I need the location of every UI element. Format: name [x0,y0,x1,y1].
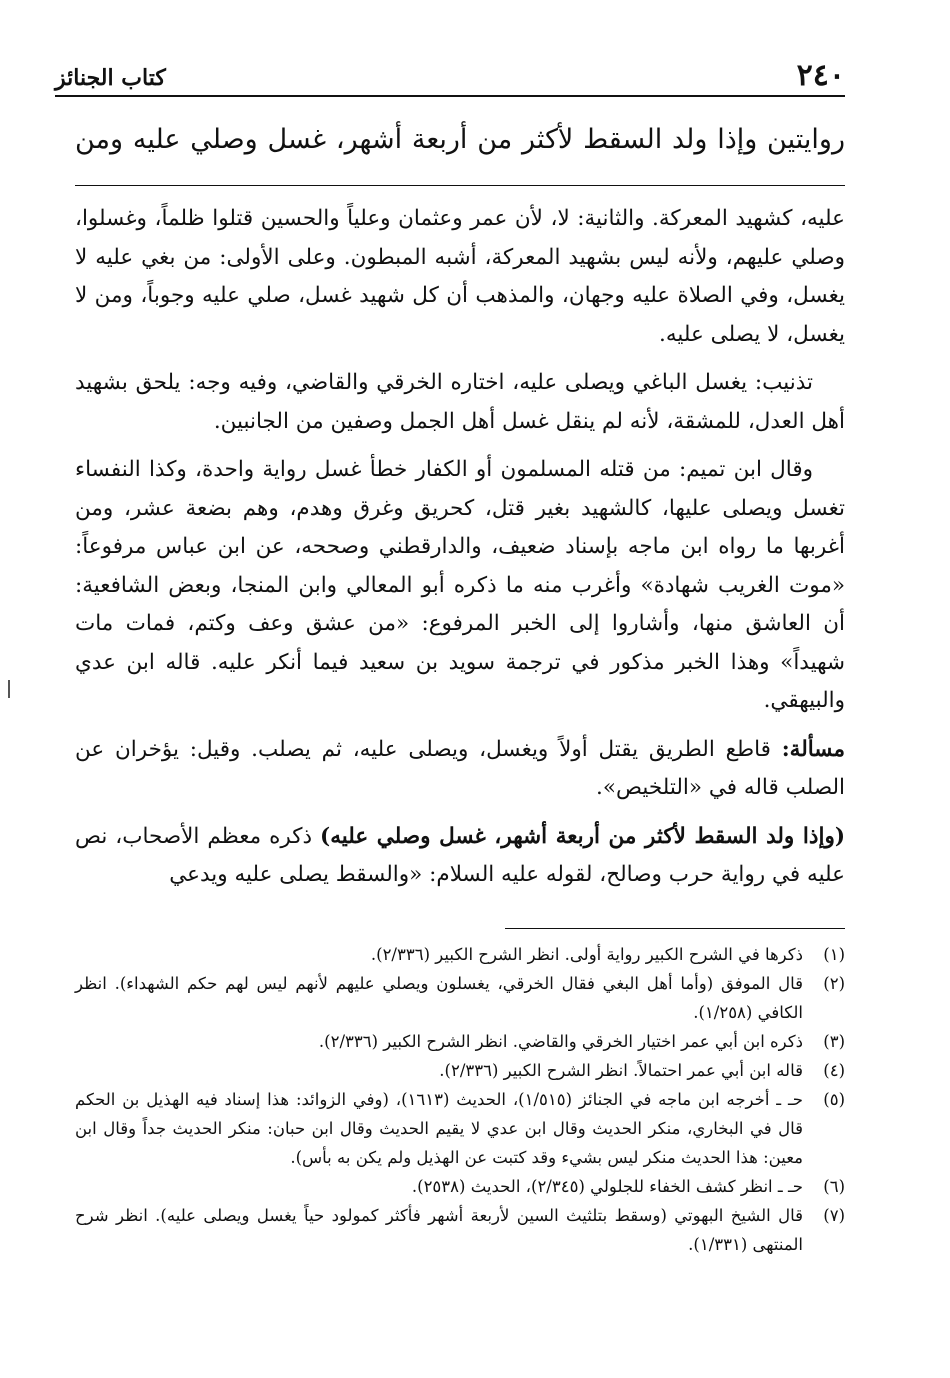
commentary-paragraph [75,200,845,354]
footnote-text: ذكره ابن أبي عمر اختيار الخرقي والقاضي. انظر الشرح الكبير (٢/٣٣٦). [318,1032,803,1051]
footnote-number: (٧) [823,1206,845,1225]
footnote-item [75,1201,845,1259]
page-number: ٢٤٠ [796,58,845,93]
matn-divider [75,185,845,186]
footnote-number: (٣) [823,1032,845,1051]
paragraph-text: وقال ابن تميم: من قتله المسلمون أو الكفار خطأ غسل رواية واحدة، وكذا النفساء تغسل ويصلى عليها، كالشهيد بغير قتل، كحريق وغرق وهدم، وهم بضعة عشر، ومن أغربها ما رواه ابن ماجه بإسناد ضعيف، والدارقطني وصححه، عن ابن عباس مرفوعاً: «موت الغريب شهادة» وأغرب منه ما ذكره أبو المعالي وابن المنجا، وبعض الشافعية: أن العاشق منها، وأشاروا إلى الخبر المرفوع: «من عشق وعف وكتم، فمات مات شهيداً» وهذا الخبر مذكور في ترجمة سويد بن سعيد فيما أنكر عليه. قاله ابن عدي والبيهقي. [75,457,845,713]
margin-mark [8,680,10,698]
footnote-item [75,1172,845,1201]
matn-text: روايتين وإذا ولد السقط لأكثر من أربعة أشهر، غسل وصلي عليه ومن [75,124,845,155]
footnote-text: ذكرها في الشرح الكبير رواية أولى. انظر الشرح الكبير (٢/٣٣٦). [370,945,803,964]
footnote-number: (٦) [823,1177,845,1196]
paragraph-text: عليه، كشهيد المعركة. والثانية: لا، لأن عمر وعثمان وعلياً والحسين قتلوا ظلماً، وغسلوا، وصلي عليهم، ولأنه ليس بشهيد المعركة، أشبه المبطون. وعلى الأولى: من بغي عليه لا يغسل، وفي الصلاة عليه وجهان، والمذهب أن كل شهيد غسل، صلي عليه وجوباً، ومن لا يغسل، لا يصلى عليه. [75,206,845,347]
paragraph-text: قاطع الطريق يقتل أولاً ويغسل، ويصلى عليه، ثم يصلب. وقيل: يؤخران عن الصلب قاله في «التلخيص». [75,736,845,800]
commentary-paragraph [75,451,845,721]
footnote-item [75,1085,845,1172]
footnotes-section [75,940,845,1259]
footnote-text: قال الموفق (وأما أهل البغي فقال الخرقي، يغسلون ويصلي عليهم لأنهم ليس لهم حكم الشهداء). انظر الكافي (١/٢٥٨). [75,974,803,1022]
footnote-number: (٢) [823,974,845,993]
footnote-text: قاله ابن أبي عمر احتمالاً. انظر الشرح الكبير (٢/٣٣٦). [439,1061,803,1080]
paragraph-text: تذنيب: يغسل الباغي ويصلى عليه، اختاره الخرقي والقاضي، وفيه وجه: يلحق بشهيد أهل العدل، للمشقة، لأنه لم ينقل غسل أهل الجمل وصفين من الجانبين. [75,370,845,434]
page-header [55,55,845,97]
issue-label: مسألة: [781,736,845,762]
footnote-text: قال الشيخ البهوتي (وسقط بتلثيث السين لأربعة أشهر فأكثر كمولود حياً يغسل ويصلى عليه). انظر شرح المنتهى (١/٣٣١). [75,1206,803,1254]
footnote-number: (٥) [823,1090,845,1109]
footnote-item [75,1056,845,1085]
commentary-body [75,200,845,905]
footnote-item [75,1027,845,1056]
running-title: كتاب الجنائز [55,65,166,91]
paragraph-text: ذكره معظم الأصحاب، نص عليه في رواية حرب وصالح، لقوله عليه السلام: «والسقط يصلى عليه ويدعي [75,823,845,887]
commentary-paragraph [75,731,845,808]
footnote-item [75,940,845,969]
quoted-matn: (وإذا ولد السقط لأكثر من أربعة أشهر، غسل وصلي عليه) [320,823,845,849]
footnote-item [75,969,845,1027]
footnote-text: حـ ـ أخرجه ابن ماجه في الجنائز (١/٥١٥)، الحديث (١٦١٣)، (وفي الزوائد: هذا إسناد فيه الهذيل بن الحكم قال في البخاري، منكر الحديث وقال ابن عدي لا يقيم الحديث وقال ابن حبان: منكر الحديث جداً وقال ابن معين: هذا الحديث منكر ليس بشيء وقد كتبت عن الهذيل ولم يكن به بأس). [75,1090,803,1167]
footnote-number: (٤) [823,1061,845,1080]
footnote-number: (١) [823,945,845,964]
commentary-paragraph [75,364,845,441]
commentary-paragraph [75,818,845,895]
footnote-divider [505,928,845,929]
footnote-text: حـ ـ انظر كشف الخفاء للجلولي (٢/٣٤٥)، الحديث (٢٥٣٨). [411,1177,803,1196]
